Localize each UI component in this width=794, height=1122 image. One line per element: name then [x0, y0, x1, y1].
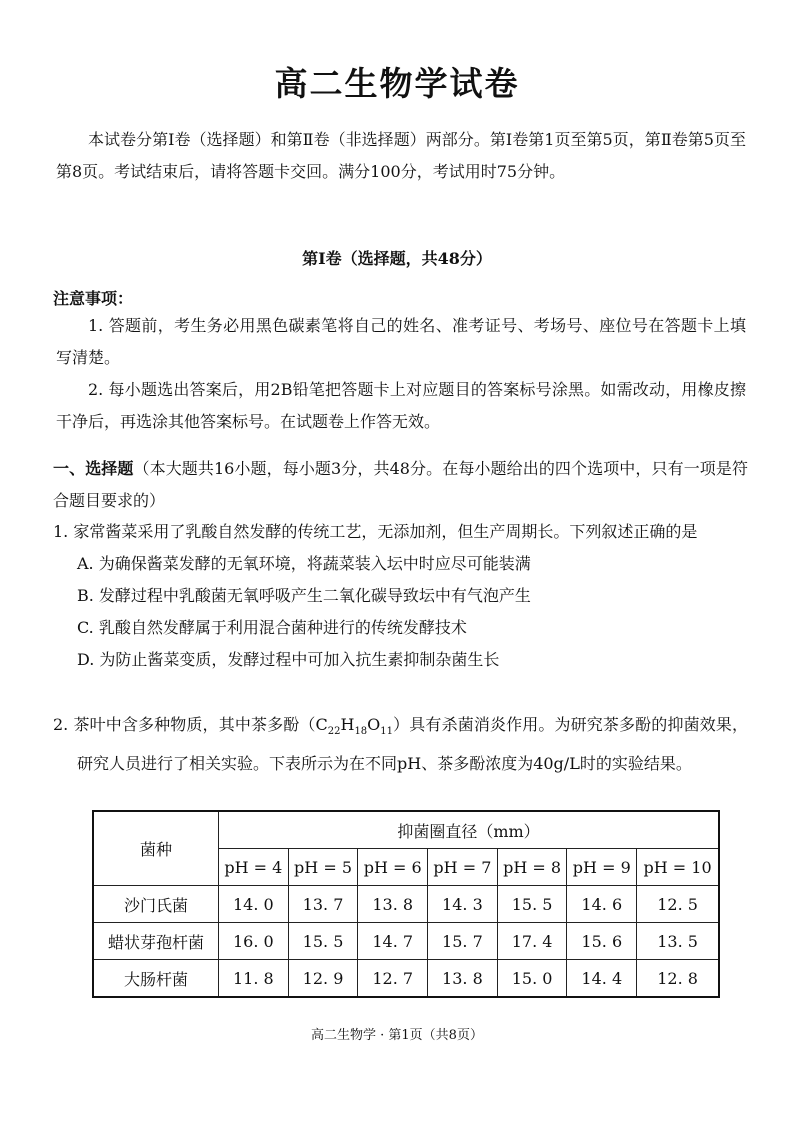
question-1-option-c: C. 乳酸自然发酵属于利用混合菌种进行的传统发酵技术: [77, 618, 467, 637]
table-cell: 14. 7: [358, 923, 428, 960]
table-cell: 13. 8: [428, 960, 498, 998]
table-header-ph: pH = 6: [358, 849, 428, 886]
table-cell: 11. 8: [219, 960, 289, 998]
table-header-species: 菌种: [93, 811, 219, 886]
notice-item-2: 2. 每小题选出答案后，用2B铅笔把答题卡上对应题目的答案标号涂黑。如需改动，用橡皮擦干净后，再选涂其他答案标号。在试题卷上作答无效。: [56, 380, 746, 431]
table-cell-species: 沙门氏菌: [93, 886, 219, 923]
exam-intro: 本试卷分第Ⅰ卷（选择题）和第Ⅱ卷（非选择题）两部分。第Ⅰ卷第1页至第5页，第Ⅱ卷第5页至第8页。考试结束后，请将答题卡交回。满分100分，考试用时75分钟。: [56, 130, 746, 181]
table-cell: 12. 5: [637, 886, 719, 923]
table-cell: 13. 7: [288, 886, 358, 923]
table-header-ph: pH = 9: [567, 849, 637, 886]
table-row: [93, 886, 719, 923]
table-header-ph: pH = 5: [288, 849, 358, 886]
table-header-ph: pH = 10: [637, 849, 719, 886]
part-label: 一、选择题: [53, 459, 134, 478]
chemical-formula: [315, 715, 394, 738]
table-cell-species: 大肠杆菌: [93, 960, 219, 998]
table-cell: 14. 6: [567, 886, 637, 923]
question-2-stem-end: ）具有杀菌消炎作用。为研究茶多酚的抑菌效果，研究人员进行了相关实验。下表所示为在不同pH、茶多酚浓度为40g/L时的实验结果。: [77, 715, 748, 774]
question-1-option-a: A. 为确保酱菜发酵的无氧环境，将蔬菜装入坛中时应尽可能装满: [77, 554, 531, 573]
table-cell: 16. 0: [219, 923, 289, 960]
table-cell: 13. 8: [358, 886, 428, 923]
table-cell: 14. 3: [428, 886, 498, 923]
table-cell: 12. 8: [637, 960, 719, 998]
exam-title: 高二生物学试卷: [274, 64, 520, 103]
page-footer: 高二生物学 · 第1页（共8页）: [311, 1028, 483, 1043]
formula-o: O: [367, 715, 381, 734]
question-2-stem-start: 2. 茶叶中含多种物质，其中茶多酚（: [53, 715, 316, 734]
table-header-ph: pH = 7: [428, 849, 498, 886]
table-cell: 17. 4: [497, 923, 567, 960]
part-description: （本大题共16小题，每小题3分，共48分。在每小题给出的四个选项中，只有一项是符合题目要求的）: [53, 459, 748, 510]
table-cell: 15. 5: [497, 886, 567, 923]
part-heading: [53, 453, 748, 517]
table-cell: 12. 7: [358, 960, 428, 998]
formula-o-sub: 11: [380, 726, 394, 738]
table-cell-species: 蜡状芽孢杆菌: [93, 923, 219, 960]
table-header-ph: pH = 4: [219, 849, 289, 886]
table-cell: 13. 5: [637, 923, 719, 960]
table-header-group: 抑菌圈直径（mm）: [219, 811, 720, 849]
question-2-stem: [53, 709, 748, 780]
question-2: [53, 709, 748, 780]
question-1-option-d: D. 为防止酱菜变质，发酵过程中可加入抗生素抑制杂菌生长: [77, 650, 500, 669]
notice-item-1: 1. 答题前，考生务必用黑色碳素笔将自己的姓名、准考证号、考场号、座位号在答题卡上填写清楚。: [56, 316, 746, 367]
question-1-stem: 1. 家常酱菜采用了乳酸自然发酵的传统工艺，无添加剂，但生产周期长。下列叙述正确的是: [53, 522, 698, 541]
formula-c: C: [315, 715, 328, 734]
table-cell: 14. 4: [567, 960, 637, 998]
notice-heading: 注意事项：: [53, 289, 134, 308]
formula-h: H: [340, 715, 355, 734]
formula-c-sub: 22: [327, 726, 341, 738]
table-header-ph: pH = 8: [497, 849, 567, 886]
question-1-option-b: B. 发酵过程中乳酸菌无氧呼吸产生二氧化碳导致坛中有气泡产生: [77, 586, 531, 605]
table-cell: 12. 9: [288, 960, 358, 998]
table-row: [93, 923, 719, 960]
question-1: [53, 516, 748, 676]
formula-h-sub: 18: [354, 726, 368, 738]
results-table: [92, 810, 720, 998]
table-row: [93, 960, 719, 998]
table-cell: 14. 0: [219, 886, 289, 923]
table-cell: 15. 5: [288, 923, 358, 960]
table-cell: 15. 0: [497, 960, 567, 998]
table-cell: 15. 6: [567, 923, 637, 960]
section-heading: 第Ⅰ卷（选择题，共48分）: [302, 249, 492, 268]
table-cell: 15. 7: [428, 923, 498, 960]
